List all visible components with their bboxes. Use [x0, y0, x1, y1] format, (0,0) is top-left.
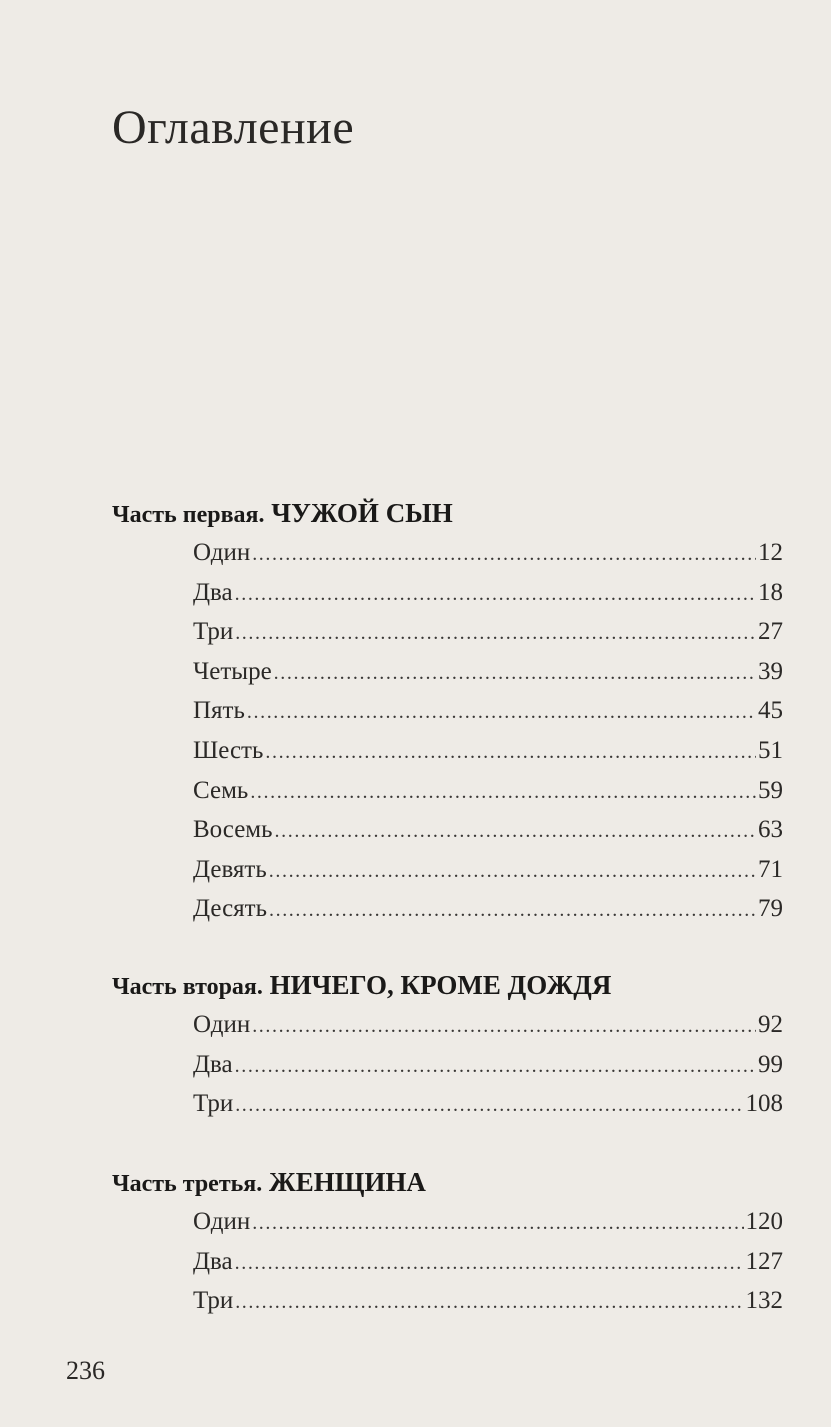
chapter-list: [112, 533, 792, 929]
chapter-page-number: 45: [758, 697, 783, 725]
part-name: ЖЕНЩИНА: [269, 1167, 426, 1197]
toc-entry[interactable]: [193, 889, 783, 929]
chapter-page-number: 12: [758, 539, 783, 566]
toc-entry[interactable]: [193, 731, 783, 771]
chapter-title: Два: [193, 578, 233, 606]
toc-entry[interactable]: [193, 612, 783, 652]
dot-leader: [252, 1007, 756, 1047]
chapter-title: Восемь: [193, 816, 273, 844]
chapter-title: Три: [193, 1090, 234, 1118]
dot-leader: [274, 654, 756, 694]
toc-entry[interactable]: [193, 533, 783, 573]
page-title: Оглавление: [112, 101, 355, 154]
dot-leader: [252, 1204, 743, 1244]
toc-entry[interactable]: [193, 1045, 783, 1085]
chapter-list: [112, 1202, 792, 1321]
chapter-title: Десять: [193, 895, 267, 923]
chapter-page-number: 27: [758, 618, 783, 646]
chapter-page-number: 127: [745, 1247, 783, 1275]
toc-entry[interactable]: [193, 810, 783, 850]
chapter-title: Три: [193, 1287, 234, 1315]
part-3: [112, 1162, 792, 1321]
dot-leader: [269, 891, 756, 931]
toc-entry[interactable]: [193, 1281, 783, 1321]
part-heading[interactable]: [112, 965, 792, 1005]
toc-entry[interactable]: [193, 1202, 783, 1242]
dot-leader: [269, 852, 756, 892]
chapter-page-number: 92: [758, 1011, 783, 1038]
dot-leader: [235, 1244, 744, 1284]
chapter-page-number: 99: [758, 1050, 783, 1078]
dot-leader: [275, 812, 756, 852]
part-name: НИЧЕГО, КРОМЕ ДОЖДЯ: [269, 970, 612, 1000]
toc-entry[interactable]: [193, 771, 783, 811]
dot-leader: [235, 1283, 743, 1323]
chapter-page-number: 39: [758, 657, 783, 685]
part-heading[interactable]: [112, 1162, 792, 1202]
part-2: [112, 965, 792, 1124]
chapter-title: Шесть: [193, 736, 264, 764]
chapter-page-number: 79: [758, 895, 783, 923]
toc-entry[interactable]: [193, 1242, 783, 1282]
chapter-page-number: 63: [758, 816, 783, 844]
chapter-title: Два: [193, 1050, 233, 1078]
part-label: Часть вторая.: [112, 974, 263, 1000]
dot-leader: [235, 614, 756, 654]
chapter-page-number: 18: [758, 578, 783, 606]
part-label: Часть первая.: [112, 502, 265, 528]
chapter-title: Четыре: [193, 657, 272, 685]
chapter-page-number: 59: [758, 776, 783, 804]
chapter-title: Три: [193, 618, 234, 646]
chapter-title: Девять: [193, 855, 267, 883]
chapter-page-number: 132: [745, 1287, 783, 1315]
dot-leader: [235, 1047, 756, 1087]
toc-entry[interactable]: [193, 652, 783, 692]
dot-leader: [252, 535, 756, 575]
chapter-title: Семь: [193, 776, 249, 804]
toc-entry[interactable]: [193, 691, 783, 731]
chapter-title: Один: [193, 539, 251, 566]
chapter-page-number: 108: [745, 1090, 783, 1118]
part-name: ЧУЖОЙ СЫН: [271, 498, 453, 528]
toc-entry[interactable]: [193, 1005, 783, 1045]
dot-leader: [235, 575, 756, 615]
chapter-title: Один: [193, 1011, 251, 1038]
dot-leader: [235, 1086, 743, 1126]
part-1: [112, 493, 792, 929]
chapter-page-number: 120: [745, 1208, 783, 1235]
chapter-list: [112, 1005, 792, 1124]
dot-leader: [250, 773, 756, 813]
toc-entry[interactable]: [193, 1084, 783, 1124]
dot-leader: [265, 733, 756, 773]
part-heading[interactable]: [112, 493, 792, 533]
page-number: 236: [66, 1356, 105, 1385]
toc-entry[interactable]: [193, 850, 783, 890]
part-label: Часть третья.: [112, 1171, 263, 1197]
dot-leader: [247, 693, 756, 733]
chapter-page-number: 71: [758, 855, 783, 883]
toc-entry[interactable]: [193, 573, 783, 613]
chapter-page-number: 51: [758, 736, 783, 764]
chapter-title: Один: [193, 1208, 251, 1235]
chapter-title: Пять: [193, 697, 245, 725]
chapter-title: Два: [193, 1247, 233, 1275]
